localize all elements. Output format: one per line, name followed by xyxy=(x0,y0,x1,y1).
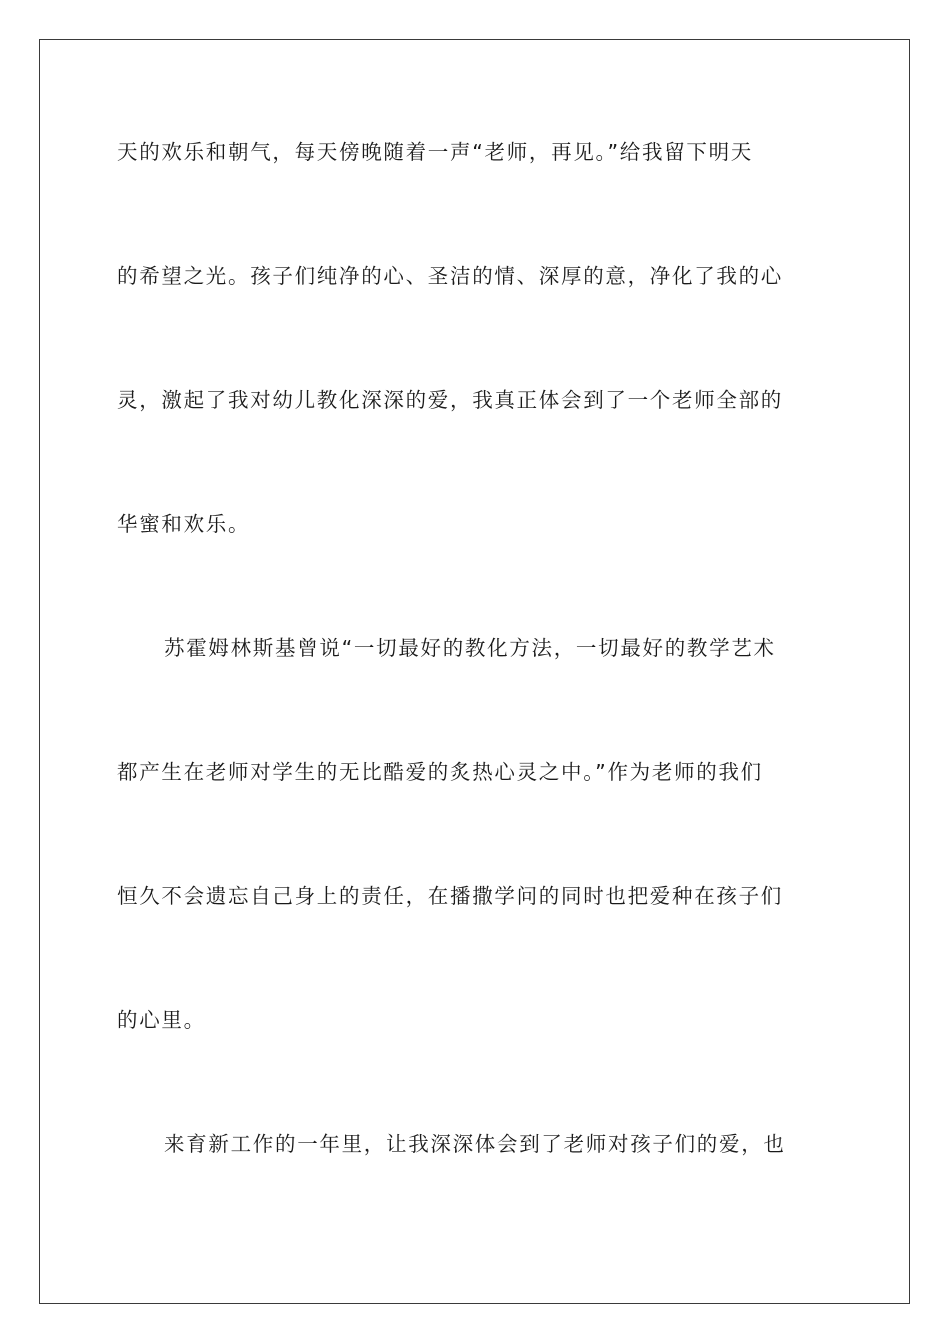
paragraph-line: 天的欢乐和朝气，每天傍晚随着一声“老师，再见。”给我留下明天 xyxy=(117,140,753,164)
page-border xyxy=(39,39,910,1304)
paragraph-line: 恒久不会遗忘自己身上的责任，在播撒学问的同时也把爱种在孩子们 xyxy=(117,884,783,908)
paragraph-line: 都产生在老师对学生的无比酷爱的炙热心灵之中。”作为老师的我们 xyxy=(117,760,763,784)
paragraph-line: 的希望之光。孩子们纯净的心、圣洁的情、深厚的意，净化了我的心 xyxy=(117,264,783,288)
paragraph-line: 华蜜和欢乐。 xyxy=(117,512,251,536)
paragraph-line: 灵，激起了我对幼儿教化深深的爱，我真正体会到了一个老师全部的 xyxy=(117,388,783,412)
paragraph-line: 来育新工作的一年里，让我深深体会到了老师对孩子们的爱，也 xyxy=(164,1132,786,1156)
paragraph-line: 苏霍姆林斯基曾说“一切最好的教化方法，一切最好的教学艺术 xyxy=(164,636,776,660)
paragraph-line: 的心里。 xyxy=(117,1008,206,1032)
